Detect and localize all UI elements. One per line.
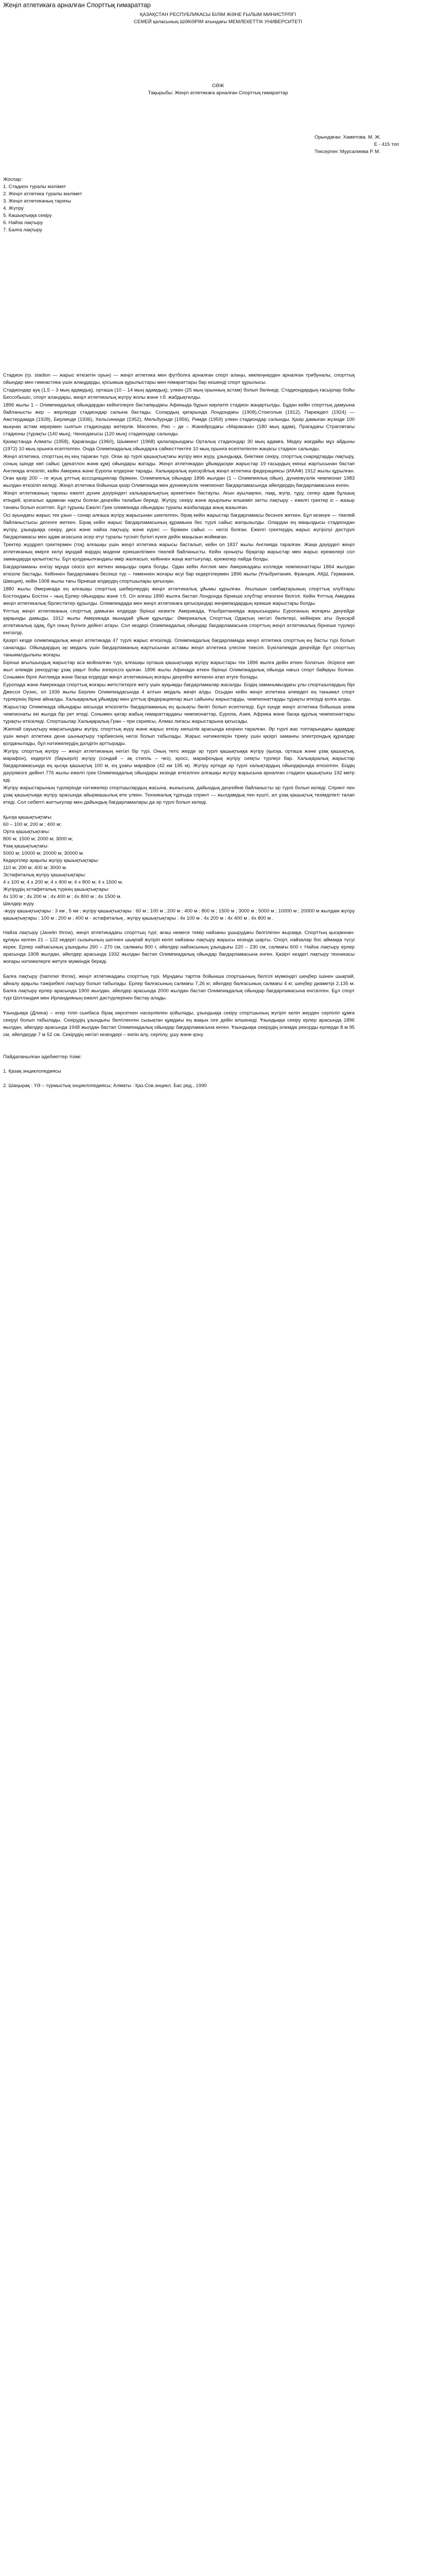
paragraph: Жүгіру, спорттық жүгіру — жеңіл атлетиканың негізгі бір түрі. Оның тегіс жерде әр түрлі қашықтыққа жүгіру (қысқа, орташа және ұзақ қашықтық, марафон), кедергілі (барьерлі) жүгіру (сондай – ақ стипль – чез), кросс, марафондық жүгіру сияқты түрлері бар. Халықаралық жарыстар бағдарламасында ең қысқа қашықтық 100 м, ең ұзағы марафон (42 км 195 м). Жүгіру ертеде әр түрлі халықтардың ойындарында өткізілген. Біздің дәуірімізге дейінгі 776 жылы ежелгі грек Олимпиадалық ойындары кезінде өткізілген алғашқы жүгіру жарысына арналған стадион қашықтығы 192 метр еді.	[3, 749, 355, 783]
reference-item: 2. Шаңырақ : ҮӘ – түрмыстық энциклопедиясы; Алматы : Қаз.Сов.энцикл. Бас ред., 1990	[3, 1083, 207, 1089]
plan-item: 5. Кашықтыққа секіру	[3, 213, 52, 218]
references	[3, 1054, 355, 1090]
distance-line: 60 – 100 м; 200 м ; 400 м;	[3, 822, 62, 827]
references-heading: Пайдаланылған әдебиеттер тізімі:	[3, 1054, 82, 1060]
paragraph: Еуропада және Америкада спорттық жоғары жетістіктерге жету үшін ауқымды бағдарламалар жасалды. Біздің заманымыздағы ұлы спортшылардың бірі Джесси Оуэнс, ол 1936 жылы Берлин Олимпиадасында 4 алтын медаль жеңіп алды. Осыдан кейін жеңіл атлетика әлемдегі ең танымал спорт түрлерінің біріне айналды. Халықаралық ұйымдар мен ұлттық федерациялар жыл сайынғы жарыстарды, чемпионаттарды тұрақты өткізуді қолға алды.	[3, 682, 355, 702]
distance-line: 4 х 100 м; 4 х 200 м; 4 х 400 м; 4 х 800 м; 4 х 1500 м.	[3, 879, 123, 885]
distance-line: Шөлдер жүру	[3, 901, 34, 907]
paragraph-long-jump: Ұзындыққа (Длина) – егер тіліп сынбаса бірақ көрсеткен нәсерлікпен қойылады, ұзындыққа секіру спортшының жүгіріп келіп жерден серпіліп құмға секіруі болып табылады. Секірудің ұзындығы белгіленген сызықтан құмдағы ең жақын ізге дейін өлшенеді. Ұзындыққа секіру ерлер арасында 1896 жылдан, әйелдер арасында 1948 жылдан бастап Олимпиадалық ойындар бағдарламасына енген. Ұзындыққа секірудің әлемдік рекорды ерлерде 8 м 95 см, әйелдерде 7 м 52 см. Секірудің негізгі кезеңдері – екпін алу, серпілу, ұшу және қону.	[3, 1010, 355, 1038]
paragraph: Жүгіру жарыстарының түрлерінде нәтижелер спортшылардың жасына, жынысына, дайындық деңгейіне байланысты әр түрлі болып келеді. Спринт пен ұзақ қашықтыққа жүгіру арасында айырмашылық өте үлкен. Техникалық тұрғыда спринт — жылдамдық пен күшті, ал ұзақ қашықтық төзімділікті талап етеді. Сол себепті жаттығулар мен дайындық бағдарламалары да әр түрлі болып келеді.	[3, 785, 355, 805]
distance-line: Жүгірудің эстафеталық түрінің қашықтықтары:	[3, 887, 110, 892]
plan-item: 1. Стадион туралы мәлімет	[3, 184, 66, 190]
distance-line: 110 м; 200 м; 400 м; 3000 м.	[3, 865, 67, 871]
spacer	[3, 234, 433, 372]
spacer	[3, 1039, 355, 1046]
distance-line: -жүру қашықтықтары : 3 км , 5 км ; жүгіру қашықтықтары : 60 м ; 100 м ; 200 м ; 400 м ; 800 м ; 1500 м ; 3000 м ; 5000 м ; 10000 м ; 20000 м жылдам жүгіру қашықтықтары ; 100 м ; 200 м ; 400 м - эстафеталық , жүгіру қашықтықтары ; 4х 100 м ; 4х 200 м ; 4х 400 м ; 4х 800 м .	[3, 908, 355, 921]
paragraph: Жеңіл атлетика, спорттың ең кең тараған түрі. Оған әр түрлі қашықтықтағы жүгіру мен жүру, ұзындыққа, биіктікке секіру, спорттық снарядтарды лақтыру, соның ішінде көп сайыс (декатлон жәнө құм) ойындары жатады. Жеңіл атлетикадан ұйымдасқан жарыстар 19 ғасырдың екінші жартысынан бастап Англияда өткізіліп, кейін Америка және Еуропа елдеріне тарады. Халықаралық әуесқойлық жеңіл атлетика федерациясы (ИААФ) 1912 жылы құрылған. Оған қазір 200 – ге жуық ұлттық ассоциациялар біріккен. Олимпиялық ойындар 1896 жылдан (1 – Олимпиялық ойын), дүниежүзілік чемпионат 1983 жылдан өткізіліп келеді. Жеңіл атлетика бойынша қазір Олимпиада мен дүниежүзілік чемпионат бағдарламасында әйелдердің бағдарламасына енген.	[3, 454, 355, 488]
paragraph: Жаппай сауықтыру мақсатындағы жүгіру, спорттық жүру және жарыс өткізу көпшілік арасында кеңінен таралған. Әр түрлі жас топтарындағы адамдар үшін жеңіл атлетика дене шынықтыру тәрбиесінің негізі болып табылады. Жарыс нәтижелерін тіркеу үшін қазіргі заманғы электрондық құралдар қолданылады, бұл нәтижелердің дәлдігін арттырады.	[3, 726, 355, 747]
spacer	[3, 156, 433, 176]
plan-item: 2. Жеңіл атлетика туралы мәлімет	[3, 191, 82, 197]
paragraph-hammer: Балға лақтыру (hammer throw), жеңіл атлетикадағы спорттың түрі. Мұндағы тартпа бойынша спортшының белгілі мүмкіндігі шеңбер ішінен шықпай, айналу арқылы тәжірибелі лақтыру болып табылады. Ерлер балғасының салмағы 7,26 кг, әйелдер балғасының салмағы 4 кг, шеңбер диаметрі 2,135 м. Балға лақтыру ерлер арасында 1900 жылдан, әйелдер арасында 2000 жылдан бастап Олимпиадалық ойындар бағдарламасына енгізілген. Бұл спорт түрі Шотландия мен Ирландияның ежелгі дәстүрлерінен бастау алады.	[3, 974, 355, 1001]
paragraph: Жеңіл атлетиканың тарихы ежелгі дүние дәуіріндегі халықаралықтың әрекетінен бастаулы. Ағын ауылақпен, лаққ, жүгір, тұру, сепер адам бұлшық етіндей, қозғалыс адамнан нақты болған деңгейін талабын береді. Жүгіру, секіру және ауырлығы өлшеміп затты лақтыру – ежелгі гректер іс – жазыр тәнағы болып есептеп. Бұл тұрыны Ежелгі Грек олимпиада ойындары туралы жазбаларда анық жазылған.	[3, 490, 355, 511]
distance-line: Орта қашықтықтағы:	[3, 829, 50, 835]
paragraph-javelin: Найза лақтыру (Javelin throw), жеңіл атлетикадағы спорттың түрі; ағаш немесе темір найзаны ұшырудағы белгілеген жыраққа. Спорттың қысқаннан-құлауы келген 21 – 122 кедергі сызығының шегінен шықпай жүгіріп келіп найзаны лақтыру жарысы кезінде шарты. Спорт, найзалар бос аймаққа түсуі керек. Ерлер найзасының ұзындығы 260 – 270 см, салмағы 800 г, әйелдер найзасының ұзындығы 220 – 230 см, салмағы 600 г. Найза лақтыру ерлер арасында 1908 жылдан, әйелдер арасында 1932 жылдан бастап Олимпиадалық ойындар бағдарламасына енген. Қазіргі кездегі лақтыру техникасы жоғары нәтижелерге жетуге мүмкіндік береді.	[3, 930, 355, 964]
group-line: Е - 415 топ	[374, 142, 399, 147]
reference-item: 1. Қазақ энциклопедиясы	[3, 1069, 61, 1074]
plan-item: 6. Найза лақтыру	[3, 220, 43, 226]
paragraph: Стадион (гр. stadion — жарыс өткізетін орын) — жеңіл атлетика мен футболға арналған спорт алаңы, көкпеңнерден арналған трибуналы, спорттық ойындар мен гимнастика үшін алаңдарды, қосымша құрылыстары мен ғимараттары бар кешенді спорт құрылысы.	[3, 372, 355, 385]
plan-item: 7. Балға лақтыру	[3, 227, 42, 233]
paragraph: 1896 жылы 1 – Олимпиадалық ойындардан кейінгілерге бастапқыдағы Афиныда бұрын кирлатіп стадион жаңартылды. Бұдан кейін спорттық дамуына байланысты жер – жерлерде стадиондар салына бастады. Солардың қатарында Лондондағы (1908),Стокгольм (1912), Париждегі (1924) — Амстердамда (1928), Берлинде (1936), Хельсинкиде (1952), Мельбурнде (1956), Римде (1959) үлкен стадиондар салынды. Қазір дамыған жүзінде 100 мыңнан астам көрермен сыятын стадиондар жетерлік. Мәселен, Рио – де – Жанейродағы «Маракана» (180 мың адам), Прагадағы Страговтағы стадионы (тұрақты (140 мың), Ченәгдағысы (120 мың) стадиондар салынды.	[3, 402, 355, 437]
paragraph: Қазақстанда Алматы (1958), Қарағанды (1960), Шымкент (1968) қалаларындағы Орталық стадиондар 30 мың адамға, Медеу жағдайы мұз айдыны (1972) 10 мың орынға есептелген. Онда Олимпиадалық ойындарға сайкесттектіге 10 мың орынға есептелінген жаңасы стадион салынды.	[3, 439, 355, 452]
paragraph: Осі ауындағы жарыс тек ұзын – сонар алғаша жүгіру жарысынан шектелген, бірақ кейін жарыстар бағдарламасы бесенге жеткен. Бұл кезеңге — тікелей байланыстысы дегенге жеткен. Бірақ кейін жарыс бағдарламасының құрамына бес түрлі сайыс жатқызылды. Олардан ең маңыздысы стадиондан жүгіру, ұзындыққа секіру, диск және найза лақтыру, және күрес — біріккен сайыс — негізі болған. Ежелгі гректердің жарыс жүгірілуі дәстүрлі бағдарламасы мен адам ағзасына әсер етуі туралы түсінігі бүгінгі күнге дейін маңызын жоймаған.	[3, 513, 355, 540]
spacer	[3, 966, 355, 973]
spacer	[3, 1003, 355, 1010]
plan-list	[3, 183, 433, 234]
document-page	[0, 0, 436, 1090]
spacer	[3, 1046, 355, 1054]
spacer	[3, 1061, 355, 1068]
spacer	[3, 97, 433, 134]
author-block	[315, 134, 433, 156]
distance-line: Кедергілер арқылы жүгіру қашықтықтары:	[3, 858, 99, 863]
author-line: Орындаған: Хаметова. М. Ж.	[315, 134, 381, 140]
work-type-label: СӨЖ	[212, 83, 224, 89]
spacer	[3, 1075, 355, 1082]
paragraph: Ұлттық жеңіл атлетиканың спорттық дамыған елдерде бірінші кезекте Америкада, Ұлыбританияда жарысындағы Еуропаның жоғарғы деңгейде қарқынды дамыды. 1912 жылы Америкада мынадай ұйым құрылды: Әмерикалық Спорттық Одақтың негізгі бөліктері, кейінірек аты Әуесқой атлетикалық одақ, бұл оның бүгінге дейінгі атауы. Сол кездері Олимпиадалық ойындар бағдарламасына спорттың жеңіл атлетикалық бірнеше түрлері енгізілді.	[3, 608, 355, 636]
paragraph: Стадиондар ауқ (1,5 – 3 мың адамдық), орташа (10 – 14 мың адамдық), үлкен (25 мың орынның астам) болып бөлінеді. Стадиондардың ғасырлар бойы Бессобышіс, спорт аландары, жеңіл атлетикалық жүгіру жолы және т.б. жабдықталды.	[3, 387, 355, 400]
paragraph: Тректер жүрдрегі гректермен (тоқ) алғашқы үшін жеңіл атлетика жарысы басталып, кейін ол 1837 жылы Англияда таралған. Жаңа дәуірдегі жеңіл атлетиканың өмірге келуі мұндай өңірдің мәдени ерекшелігімен тікелей байланысты. Кейін орнықты бірқатар жарыстар мен жарыс ережелері сол замандарда қалыптасты. Бұл қолданылғандағы өмір жалғасып, кейіннен жаңа жаттығулар, ережелер пайда болды.	[3, 542, 355, 562]
paragraph: 1880 жылы Әмерикада ең алғашқы спорттық шеберлердің жеңіл атлетикалық ұйымы құрылған. Ағылшын саябақтарының спорттық клубтары Бостондағы Бостон – ның Ерлер ойындары және т.б. Ол алғаш 1890 жылға бастап Лондонда бірнеше клубтар өткізгені белгілі. Кейін Ұлттық Амедика жеңіл атлетикалық бірлестіктер құрылды. Олимпиадада мен жеңіл атлетикаға қатысқандар жеңімпаздардың ерекше жарыстары болды.	[3, 586, 355, 606]
document-title: Жеңіл атлетикаға арналған Спорттық ғимараттар	[3, 2, 151, 9]
plan-item: 3. Жеңіл атлетиканың тарихы	[3, 198, 72, 204]
distance-line: Эстафеталық жүгіру қашықтықтары:	[3, 872, 86, 878]
spacer	[3, 26, 433, 82]
distance-line: Ұзақ қашықтықтағы:	[3, 843, 49, 849]
paragraph: Бірінші ағылшындық жарыстар аса мойналған түрі, алғашқы орташа қашықтыққа жүгіру жарыстары тек 1896 жылға дейін өткен болатын. Әсіресе көп жыл әлемдік рекордтар ұзақ уақыт бойы өзгеріссіз қалған. 1896 жылы Афинада өткен бірінші Олимпиадалық ойында нағыз спорт байқауы болған. Сонымен бірге Англияда және басқа елдерде жеңіл атлетиканың жоғары деңгейге жеткенін атап өтуге болады.	[3, 660, 355, 680]
paragraph: Жарыстар Олимпиада ойындары аясында өткізілетін бағдарламаның ең қызықты бөлігі болып есептеледі. Бұл күнде жеңіл атлетика бойынша әлем чемпионаты екі жылда бір рет өтеді. Сонымен қатар жабық ғимараттардағы чемпионаттар, Еуропа, Азия, Африка және басқа құрлық чемпионаттары тұрақты өткізіледі. Спортшылар Халықаралық Гран – при сериясы, Алмаз лигасы жарыстарына қатысады.	[3, 704, 355, 724]
university-heading: СЕМЕЙ қаласының ШӘКӘРІМ атындағы МЕМЛЕКЕТТІК УНИВЕРСИТЕТІ	[133, 19, 303, 25]
checker-line: Тексерген: Мурсалиева Р. М.	[315, 149, 380, 155]
spacer	[3, 922, 355, 929]
distance-line: 4х 100 м ; 4х 200 м ; 4х 400 м ; 4х 800 м ; 4х 1500 м.	[3, 894, 122, 900]
ministry-heading: ҚАЗАҚСТАН РЕСПУБЛИКАСЫ БІЛІМ ЖӘНЕ ҒЫЛЫМ МИНИСТРЛІГІ	[139, 12, 297, 18]
paragraph: Қазіргі кезде олимпиадалық жеңіл атлетикада 47 түрлі жарыс өткізіледі. Олимпиадалық бағдарламада жеңіл атлетика спорттың ең басты түрі болып саналады. Ойындардың әр медаль үшін бағдарламаның жартысынан астамы жеңіл атлетика үлесіне тиесілі. Бүкіләлемдік деңгейде бұл спорттың танымалдылығы жоғары.	[3, 638, 355, 658]
distance-line: 5000 м; 10000 м; 20000 м; 30000 м.	[3, 851, 84, 856]
distance-line: 800 м; 1500 м; 2000 м; 3000 м;	[3, 836, 73, 842]
plan-label: Жоспар:	[3, 177, 23, 182]
plan-item: 4. Жүгіру	[3, 206, 24, 211]
spacer	[3, 807, 355, 814]
body-text	[3, 372, 433, 1090]
paragraph: Бағдарламаны енгізу мұнда сөзсіз қол жеткен маңызды оқиға болды. Одан кейін Англия мен Америкадағы колледж чемпионаттары 1864 жылдан өткізіле бастады. Кейіннен бағдарламаға бесінші түр – төменнен жоғары өсуі бар кедергілермен 1896 жылы (Ұлыбритания, Франция, АҚШ, Германия, Швеция), кейін 1908 жылы тағы бірнеше елдердің спортшылары қатысқан.	[3, 564, 355, 584]
topic-line: Тақырыбы: Жеңіл атлетикаға арналған Спорттық ғимараттар	[148, 90, 288, 96]
distances-heading: Қысқа қашықтықтағы:	[3, 815, 53, 820]
